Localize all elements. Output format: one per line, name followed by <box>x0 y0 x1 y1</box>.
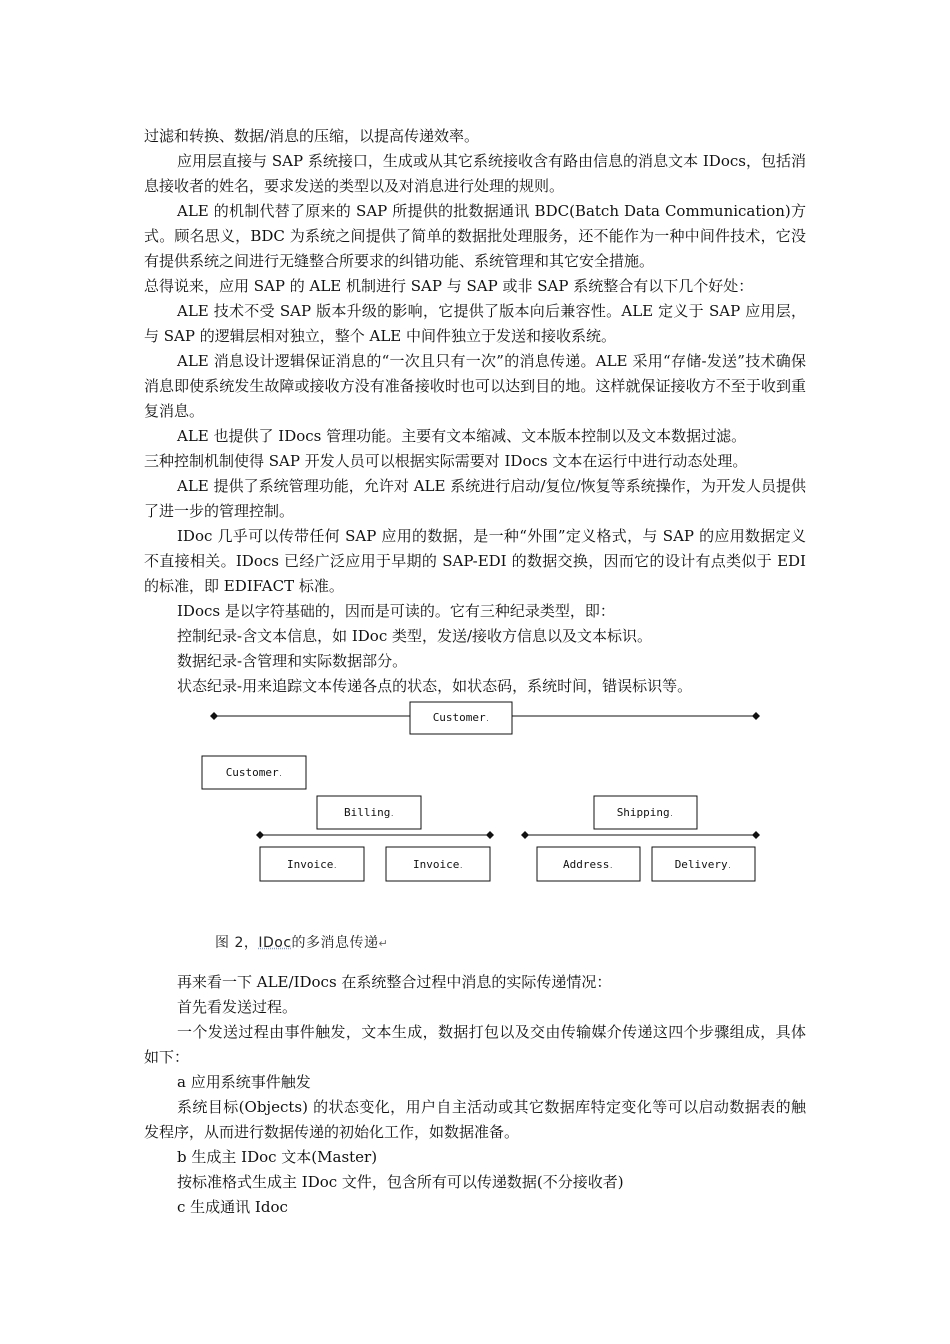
delivery-label: Delivery <box>674 858 728 871</box>
list-item: c 生成通讯 Idoc <box>177 1198 288 1216</box>
caption-prefix: 图 2， <box>215 935 259 951</box>
paragraph: 系统目标(Objects) 的状态变化，用户自主活动或其它数据库特定变化等可以启动数据表的触发程序，从而进行数据传递的初始化工作，如数据准备。 <box>144 1098 806 1141</box>
paragraph: ALE 的机制代替了原来的 SAP 所提供的批数据通讯 BDC(Batch Data Communication)方式。顾名思义，BDC 为系统之间提供了简单的数据批处理服务，还不能作为一种中间件技术，它没有提供系统之间进行无缝整合所要求的纠错功能、系统管理和其它安全措施。 <box>144 202 806 270</box>
paragraph: 一个发送过程由事件触发，文本生成，数据打包以及交由传输媒介传递这四个步骤组成，具体如下： <box>144 1023 806 1066</box>
paragraph: 控制纪录-含文本信息，如 IDoc 类型，发送/接收方信息以及文本标识。 <box>177 627 653 645</box>
svg-text:Customer.: Customer. <box>225 766 283 779</box>
paragraph: 首先看发送过程。 <box>177 998 298 1016</box>
left-customer-box <box>202 756 306 789</box>
list-item: a 应用系统事件触发 <box>177 1073 311 1091</box>
paragraph: 应用层直接与 SAP 系统接口，生成或从其它系统接收含有路由信息的消息文本 IDocs，包括消息接收者的姓名，要求发送的类型以及对消息进行处理的规则。 <box>144 152 806 195</box>
paragraph: ALE 提供了系统管理功能，允许对 ALE 系统进行启动/复位/恢复等系统操作，为开发人员提供了进一步的管理控制。 <box>144 477 806 520</box>
paragraph: 过滤和转换、数据/消息的压缩，以提高传递效率。 <box>144 127 480 145</box>
invoice-label: Invoice <box>413 858 460 871</box>
bottom-text-block <box>144 970 806 1220</box>
caption-idoc: IDoc <box>258 935 292 951</box>
top-text-block <box>144 124 806 699</box>
billing-box <box>317 796 421 829</box>
paragraph: ALE 也提供了 IDocs 管理功能。主要有文本缩减、文本版本控制以及文本数据过滤。 <box>177 427 747 445</box>
paragraph: ALE 消息设计逻辑保证消息的“一次且只有一次”的消息传递。ALE 采用“存储-发送”技术确保消息即使系统发生故障或接收方没有准备接收时也可以达到目的地。这样就保证接收方不至于收到重复消息。 <box>144 352 806 420</box>
top-customer-box <box>410 702 512 734</box>
paragraph: 总得说来，应用 SAP 的 ALE 机制进行 SAP 与 SAP 或非 SAP 系统整合有以下几个好处： <box>144 277 754 295</box>
diamond-marker <box>486 831 494 839</box>
svg-text:Customer.: Customer. <box>432 711 490 724</box>
svg-text:Invoice.: Invoice. <box>287 858 337 871</box>
svg-text:Address.: Address. <box>563 858 613 871</box>
paragraph: IDocs 是以字符基础的，因而是可读的。它有三种纪录类型，即： <box>177 602 615 620</box>
idoc-structure-diagram <box>200 698 770 894</box>
figure-caption <box>215 932 388 952</box>
paragraph: ALE 技术不受 SAP 版本升级的影响，它提供了版本向后兼容性。ALE 定义于 SAP 应用层，与 SAP 的逻辑层相对独立，整个 ALE 中间件独立于发送和接收系统。 <box>144 302 806 345</box>
paragraph: IDoc 几乎可以传带任何 SAP 应用的数据，是一种“外围”定义格式，与 SAP 的应用数据定义不直接相关。IDocs 已经广泛应用于早期的 SAP-EDI 的数据交换，因而它的设计有点类似于 EDI 的标准，即 EDIFACT 标准。 <box>144 527 806 595</box>
list-item: b 生成主 IDoc 文本(Master) <box>177 1148 378 1166</box>
caption-suffix: 的多消息传递 <box>291 935 379 951</box>
address-box <box>537 847 640 881</box>
invoice-box-2 <box>386 847 490 881</box>
diamond-marker <box>521 831 529 839</box>
paragraph: 数据纪录-含管理和实际数据部分。 <box>177 652 408 670</box>
top-customer-label: Customer <box>432 711 486 724</box>
svg-text:Billing.: Billing. <box>344 806 394 819</box>
diamond-marker <box>752 831 760 839</box>
left-customer-label: Customer <box>225 766 279 779</box>
return-mark: ↵ <box>378 937 389 950</box>
paragraph: 再来看一下 ALE/IDocs 在系统整合过程中消息的实际传递情况： <box>177 973 612 991</box>
diamond-marker <box>210 712 218 720</box>
diamond-marker <box>752 712 760 720</box>
shipping-box <box>594 796 697 829</box>
address-label: Address <box>563 858 610 871</box>
paragraph: 三种控制机制使得 SAP 开发人员可以根据实际需要对 IDocs 文本在运行中进行动态处理。 <box>144 452 748 470</box>
paragraph: 按标准格式生成主 IDoc 文件，包含所有可以传递数据(不分接收者) <box>177 1173 624 1191</box>
delivery-box <box>652 847 755 881</box>
billing-label: Billing <box>344 806 391 819</box>
paragraph: 状态纪录-用来追踪文本传递各点的状态，如状态码，系统时间，错误标识等。 <box>177 677 693 695</box>
invoice-box-1 <box>260 847 364 881</box>
svg-text:Delivery.: Delivery. <box>674 858 732 871</box>
svg-text:Invoice.: Invoice. <box>413 858 463 871</box>
svg-text:Shipping.: Shipping. <box>616 806 674 819</box>
invoice-label: Invoice <box>287 858 334 871</box>
diamond-marker <box>256 831 264 839</box>
shipping-label: Shipping <box>616 806 670 819</box>
